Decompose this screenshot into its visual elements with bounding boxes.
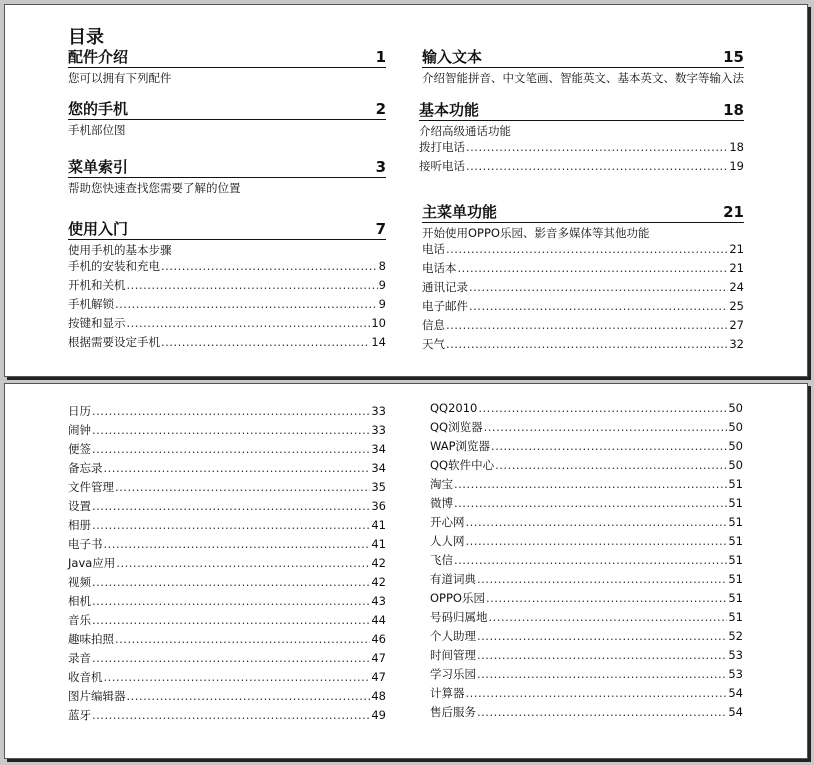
dot-leader [454,477,727,491]
toc-entry-page: 53 [728,648,743,662]
dot-leader [495,458,727,472]
dot-leader [466,140,728,154]
toc-entry-label: 电话本 [422,261,457,275]
toc-entry-page: 8 [378,259,386,273]
toc-entry-page: 51 [728,572,743,586]
toc-entry-page: 47 [371,670,386,684]
dot-leader [92,594,370,608]
toc-entry-label: 天气 [422,337,445,351]
toc-entry-label: 录音 [68,651,91,665]
section-description: 介绍高级通话功能 [419,124,511,138]
toc-entry[interactable] [422,261,744,280]
dot-leader [469,299,728,313]
dot-leader [92,651,370,665]
toc-entry-label: 电子邮件 [422,299,468,313]
dot-leader [92,575,370,589]
toc-entry[interactable] [430,610,743,629]
toc-entry[interactable] [68,480,386,499]
toc-entry-page: 54 [728,705,743,719]
toc-section [68,159,386,195]
section-page-number: 1 [375,48,386,66]
toc-entry-label: OPPO乐园 [430,591,485,605]
toc-entry-page: 52 [728,629,743,643]
section-heading-row [68,221,386,240]
toc-entry[interactable] [430,553,743,572]
dot-leader [92,423,370,437]
section-heading: 使用入门 [68,220,129,238]
toc-entry[interactable] [68,556,386,575]
dot-leader [489,610,728,624]
dot-leader [458,261,729,275]
toc-entry-label: 电子书 [68,537,103,551]
toc-entry-label: 飞信 [430,553,453,567]
section-description: 开始使用OPPO乐园、影音多媒体等其他功能 [422,226,650,240]
section-description: 帮助您快速查找您需要了解的位置 [68,181,241,195]
toc-entry-page: 50 [728,458,743,472]
dot-leader [484,420,728,434]
section-description: 手机部位图 [68,123,126,137]
dot-leader [466,686,728,700]
toc-entry-label: 开心网 [430,515,465,529]
toc-entry-label: 文件管理 [68,480,114,494]
toc-entry-label: 有道词典 [430,572,476,586]
toc-entry-label: 号码归属地 [430,610,488,624]
dot-leader [92,518,370,532]
toc-entry-page: 41 [371,537,386,551]
toc-entry-page: 33 [371,404,386,418]
toc-entry[interactable] [422,318,744,337]
toc-entry-label: 音乐 [68,613,91,627]
toc-entry-page: 51 [728,591,743,605]
dot-leader [477,572,727,586]
toc-page-2 [4,383,808,759]
section-heading: 输入文本 [422,48,483,66]
dot-leader [466,159,728,173]
toc-entry[interactable] [68,575,386,594]
section-heading: 基本功能 [419,101,480,119]
toc-entry-page: 50 [728,401,743,415]
dot-leader [161,259,378,273]
toc-entry[interactable] [430,591,743,610]
toc-entry-label: QQ软件中心 [430,458,495,472]
toc-entry-label: 设置 [68,499,91,513]
toc-entry-label: 日历 [68,404,91,418]
dot-leader [446,337,728,351]
toc-entry[interactable] [68,423,386,442]
section-heading: 配件介绍 [68,48,129,66]
toc-entry-page: 21 [729,261,744,275]
toc-entry[interactable] [430,401,743,420]
section-heading-row [68,49,386,68]
toc-entry-page: 14 [371,335,386,349]
toc-entry-label: 蓝牙 [68,708,91,722]
toc-entry-page: 47 [371,651,386,665]
toc-section [422,49,744,85]
toc-entry-page: 50 [728,439,743,453]
dot-leader [104,461,371,475]
toc-entry-page: 51 [728,496,743,510]
toc-entry-label: 淘宝 [430,477,453,491]
toc-entry-list-right [430,401,743,724]
toc-entry-page: 42 [371,556,386,570]
section-heading: 主菜单功能 [422,203,498,221]
toc-entry-page: 25 [729,299,744,313]
toc-entry-page: 54 [728,686,743,700]
dot-leader [104,537,371,551]
toc-entry-page: 21 [729,242,744,256]
toc-entry-label: 拨打电话 [419,140,465,154]
toc-entry[interactable] [419,159,744,178]
dot-leader [115,632,370,646]
dot-leader [454,496,727,510]
toc-entry-label: 图片编辑器 [68,689,126,703]
toc-entry[interactable] [68,708,386,727]
toc-entry-page: 10 [371,316,386,330]
toc-entry[interactable] [430,534,743,553]
section-description: 介绍智能拼音、中文笔画、智能英文、基本英文、数字等输入法 [422,71,744,85]
toc-entry-page: 19 [729,159,744,173]
toc-entry[interactable] [430,572,743,591]
dot-leader [466,515,728,529]
toc-entry[interactable] [68,335,386,354]
toc-entry-page: 44 [371,613,386,627]
dot-leader [115,297,378,311]
toc-section [68,49,386,85]
dot-leader [104,670,371,684]
toc-entry[interactable] [68,461,386,480]
dot-leader [92,404,370,418]
toc-entry-page: 51 [728,515,743,529]
toc-entry[interactable] [430,629,743,648]
toc-entry-label: 闹钟 [68,423,91,437]
toc-entry-label: 视频 [68,575,91,589]
dot-leader [477,648,727,662]
toc-entry-label: 售后服务 [430,705,476,719]
dot-leader [491,439,727,453]
section-page-number: 2 [375,100,386,118]
toc-entry-list-left [68,404,386,727]
toc-entry-page: 35 [371,480,386,494]
section-entries [68,259,386,354]
toc-entry-page: 27 [729,318,744,332]
dot-leader [115,480,370,494]
toc-entry[interactable] [68,594,386,613]
toc-entry-page: 53 [728,667,743,681]
dot-leader [127,278,378,292]
toc-entry[interactable] [68,537,386,556]
toc-entry-page: 51 [728,534,743,548]
toc-entry[interactable] [430,515,743,534]
toc-section [68,101,386,137]
dot-leader [478,401,727,415]
dot-leader [127,689,371,703]
toc-entry-page: 33 [371,423,386,437]
toc-section [419,102,744,178]
toc-entry[interactable] [430,496,743,515]
toc-entry-label: Java应用 [68,556,116,570]
section-heading-row [422,49,744,68]
toc-entry[interactable] [430,686,743,705]
toc-entry-label: QQ2010 [430,401,478,415]
toc-entry-label: 收音机 [68,670,103,684]
toc-entry[interactable] [68,613,386,632]
section-heading-row [422,204,744,223]
dot-leader [161,335,370,349]
toc-entry-page: 9 [378,278,386,292]
toc-entry-label: QQ浏览器 [430,420,483,434]
dot-leader [92,499,370,513]
toc-entry[interactable] [430,667,743,686]
toc-entry[interactable] [68,278,386,297]
section-page-number: 18 [723,101,744,119]
toc-entry-label: 按键和显示 [68,316,126,330]
toc-page-1 [4,4,808,377]
toc-entry[interactable] [68,651,386,670]
toc-entry-label: 备忘录 [68,461,103,475]
dot-leader [92,613,370,627]
dot-leader [127,316,371,330]
toc-entry-label: WAP浏览器 [430,439,491,453]
toc-entry[interactable] [430,648,743,667]
dot-leader [92,442,370,456]
dot-leader [446,318,728,332]
toc-entry-page: 43 [371,594,386,608]
toc-entry-label: 开机和关机 [68,278,126,292]
toc-entry-page: 9 [378,297,386,311]
toc-entry-label: 学习乐园 [430,667,476,681]
toc-entry[interactable] [68,689,386,708]
toc-entry[interactable] [68,442,386,461]
toc-entry-label: 根据需要设定手机 [68,335,160,349]
toc-entry-page: 51 [728,477,743,491]
dot-leader [466,534,728,548]
toc-entry-page: 49 [371,708,386,722]
toc-entry[interactable] [68,518,386,537]
toc-entry-page: 18 [729,140,744,154]
toc-entry-page: 36 [371,499,386,513]
toc-entry-page: 24 [729,280,744,294]
toc-section [68,221,386,354]
toc-entry-label: 接听电话 [419,159,465,173]
toc-entry[interactable] [68,297,386,316]
toc-entry-label: 微博 [430,496,453,510]
section-heading-row [68,159,386,178]
toc-section [422,204,744,356]
section-page-number: 15 [723,48,744,66]
dot-leader [486,591,727,605]
dot-leader [477,667,727,681]
toc-entry[interactable] [68,632,386,651]
toc-entry[interactable] [422,299,744,318]
dot-leader [477,705,727,719]
toc-entry-label: 便签 [68,442,91,456]
toc-entry-page: 46 [371,632,386,646]
toc-entry[interactable] [430,458,743,477]
toc-entry[interactable] [68,670,386,689]
toc-entry-page: 32 [729,337,744,351]
section-heading: 菜单索引 [68,158,129,176]
toc-entry[interactable] [422,242,744,261]
toc-entry[interactable] [419,140,744,159]
toc-entry-page: 42 [371,575,386,589]
toc-entry-label: 信息 [422,318,445,332]
toc-entry-label: 电话 [422,242,445,256]
toc-entry-page: 41 [371,518,386,532]
toc-entry[interactable] [430,477,743,496]
toc-entry[interactable] [430,705,743,724]
toc-entry-page: 51 [728,610,743,624]
toc-entry-label: 通讯记录 [422,280,468,294]
toc-entry[interactable] [68,499,386,518]
section-page-number: 21 [723,203,744,221]
toc-entry[interactable] [68,259,386,278]
dot-leader [469,280,728,294]
toc-entry-label: 个人助理 [430,629,476,643]
section-description: 您可以拥有下列配件 [68,71,172,85]
toc-entry-page: 48 [371,689,386,703]
toc-entry-label: 相机 [68,594,91,608]
section-page-number: 7 [375,220,386,238]
toc-entry-page: 34 [371,461,386,475]
toc-entry-label: 相册 [68,518,91,532]
dot-leader [477,629,727,643]
section-heading-row [419,102,744,121]
dot-leader [92,708,370,722]
toc-entry-label: 趣味拍照 [68,632,114,646]
toc-entry[interactable] [430,420,743,439]
toc-entry-page: 51 [728,553,743,567]
toc-entry-label: 人人网 [430,534,465,548]
toc-entry-label: 手机解锁 [68,297,114,311]
toc-entry-page: 50 [728,420,743,434]
toc-entry[interactable] [422,337,744,356]
toc-entry-label: 时间管理 [430,648,476,662]
toc-entry[interactable] [68,404,386,423]
toc-title: 目录 [68,27,104,48]
toc-entry-label: 手机的安装和充电 [68,259,160,273]
toc-entry[interactable] [430,439,743,458]
toc-entry[interactable] [422,280,744,299]
section-heading-row [68,101,386,120]
dot-leader [446,242,728,256]
toc-entry[interactable] [68,316,386,335]
section-entries [419,140,744,178]
toc-entry-page: 34 [371,442,386,456]
dot-leader [116,556,370,570]
section-description: 使用手机的基本步骤 [68,243,172,257]
dot-leader [454,553,727,567]
section-page-number: 3 [375,158,386,176]
toc-entry-label: 计算器 [430,686,465,700]
section-entries [422,242,744,356]
section-heading: 您的手机 [68,100,129,118]
